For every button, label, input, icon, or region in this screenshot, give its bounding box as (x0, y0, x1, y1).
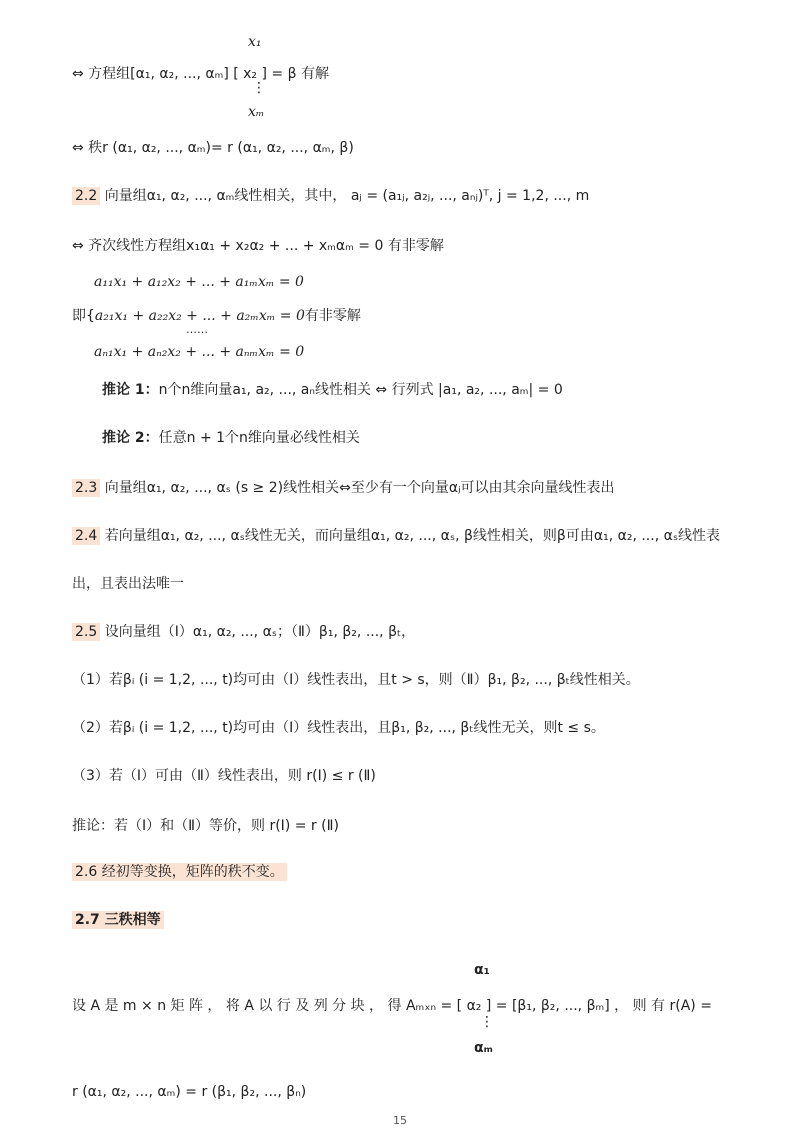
corollary-text: 任意n + 1个n维向量必线性相关 (158, 430, 360, 446)
section-heading: 2.6 经初等变换，矩阵的秩不变。 (72, 863, 287, 881)
item-2: （2）若βᵢ (i = 1,2, ..., t)均可由（Ⅰ）线性表出，且β₁, β₂, ..., βₜ线性无关，则t ≤ s。 (72, 720, 605, 736)
corollary-1 (102, 380, 563, 400)
section-2-4 (72, 526, 720, 546)
section-number: 2.2 (72, 187, 100, 205)
item-3: （3）若（Ⅰ）可由（Ⅱ）线性表出，则 r(Ⅰ) ≤ r (Ⅱ) (72, 768, 376, 784)
system-brace: 即{ (72, 308, 95, 324)
section-number: 2.3 (72, 479, 100, 497)
equivalence-homogeneous: ⇔ 齐次线性方程组x₁α₁ + x₂α₂ + ... + xₘαₘ = 0 有非零解 (72, 238, 444, 254)
matrix-dots: ⋮ (480, 1014, 494, 1030)
matrix-row-alpha1: α₁ (474, 962, 490, 978)
section-number: 2.4 (72, 527, 100, 545)
vector-xm: xₘ (248, 104, 265, 120)
section-2-6 (72, 862, 287, 882)
system-equation-2-text: a₂₁x₁ + a₂₂x₂ + ... + a₂ₘxₘ = 0 (94, 308, 305, 324)
system-nonzero-label: 有非零解 (304, 308, 361, 324)
section-text: 向量组α₁, α₂, ..., αₛ (s ≥ 2)线性相关⇔至少有一个向量αⱼ可以由其余向量线性表出 (104, 480, 615, 496)
corollary-label: 推论 1： (102, 382, 159, 398)
section-2-3 (72, 478, 615, 498)
section-2-4-continued: 出，且表出法唯一 (72, 576, 184, 592)
rank-equality: r (α₁, α₂, ..., αₘ) = r (β₁, β₂, ..., βₙ) (72, 1084, 307, 1100)
section-text: 设向量组（Ⅰ）α₁, α₂, ..., αₛ；（Ⅱ）β₁, β₂, ..., βₜ， (104, 624, 416, 640)
corollary-text: n个n维向量a₁, a₂, ..., aₙ线性相关 ⇔ 行列式 |a₁, a₂, ..., aₘ| = 0 (158, 382, 563, 398)
corollary-2 (102, 428, 360, 448)
section-2-7 (72, 910, 164, 930)
item-1: （1）若βᵢ (i = 1,2, ..., t)均可由（Ⅰ）线性表出，且t > s，则（Ⅱ）β₁, β₂, ..., βₜ线性相关。 (72, 672, 640, 688)
system-dots: …… (186, 323, 208, 336)
section-text: 若向量组α₁, α₂, ..., αₛ线性无关，而向量组α₁, α₂, ..., αₛ, β线性相关，则β可由α₁, α₂, ..., αₛ线性表 (104, 528, 721, 544)
section-2-2 (72, 186, 589, 206)
system-equation-1: a₁₁x₁ + a₁₂x₂ + ... + a₁ₘxₘ = 0 (94, 274, 304, 290)
corollary-label: 推论 2： (102, 430, 159, 446)
system-equation-2 (72, 306, 361, 326)
matrix-partition-text: 设 A 是 m × n 矩 阵 ， 将 A 以 行 及 列 分 块 ， 得 Aₘₓₙ = [ α₂ ] = [β₁, β₂, ..., βₘ] ， 则 有 r(A) = (72, 998, 712, 1014)
system-equation-3: aₙ₁x₁ + aₙ₂x₂ + ... + aₙₘxₘ = 0 (94, 344, 305, 360)
corollary-equivalence: 推论：若（Ⅰ）和（Ⅱ）等价，则 r(Ⅰ) = r (Ⅱ) (72, 818, 339, 834)
section-2-5 (72, 622, 415, 642)
section-number: 2.5 (72, 623, 100, 641)
section-heading: 2.7 三秩相等 (72, 911, 164, 929)
vector-dots: ⋮ (252, 80, 266, 96)
equivalence-solvable: ⇔ 方程组[α₁, α₂, ..., αₘ] [ x₂ ] = β 有解 (72, 66, 329, 82)
page-number: 15 (393, 1114, 407, 1127)
section-text: 向量组α₁, α₂, ..., αₘ线性相关，其中， aⱼ = (a₁ⱼ, a₂ⱼ, ..., aₙⱼ)ᵀ, j = 1,2, ..., m (104, 188, 590, 204)
equivalence-rank: ⇔ 秩r (α₁, α₂, ..., αₘ)= r (α₁, α₂, ..., αₘ, β) (72, 140, 354, 156)
matrix-row-alpham: αₘ (474, 1040, 493, 1056)
vector-x1: x₁ (248, 34, 262, 50)
